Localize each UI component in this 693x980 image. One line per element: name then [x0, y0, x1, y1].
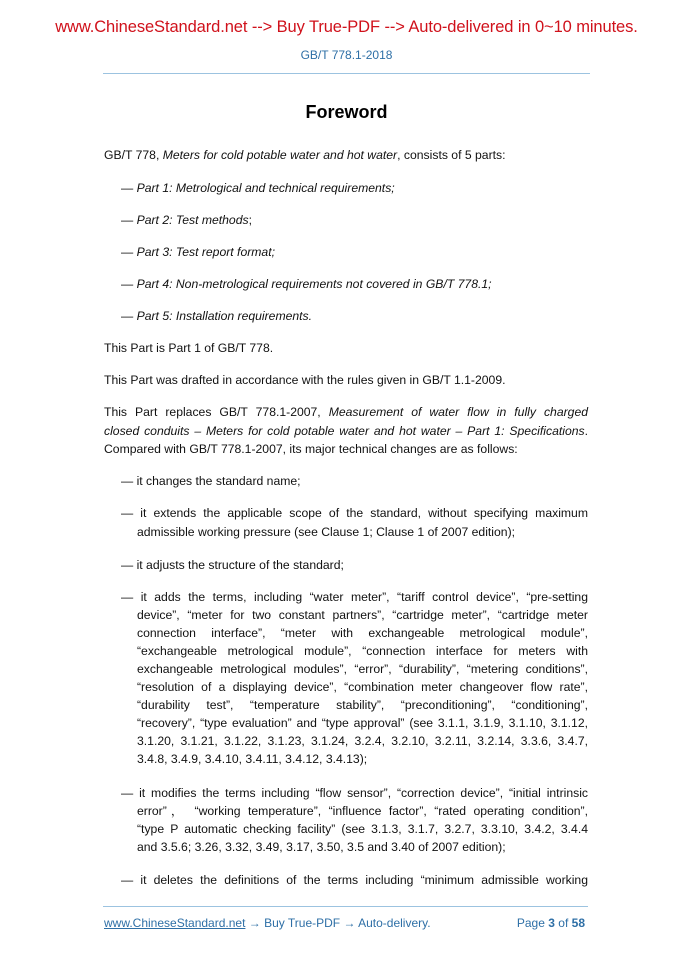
- part-text: Part 2: Test methods: [136, 213, 249, 227]
- change-line: it modifies the terms including “flow sensor”, “correction device”, “initial intrinsic: [139, 786, 589, 800]
- part-list-item: [121, 179, 588, 198]
- dash-bullet: —: [121, 277, 134, 291]
- change-item: [121, 472, 588, 491]
- dash-bullet: —: [121, 873, 134, 887]
- change-line: it changes the standard name;: [136, 474, 301, 488]
- part-text: Part 5: Installation requirements.: [136, 309, 313, 323]
- change-line: error”， “working temperature”, “influence factor”, “rated operating condition”,: [137, 804, 588, 818]
- change-line: 3.4.8, 3.4.9, 3.4.10, 3.4.11, 3.4.12, 3.4.13);: [137, 752, 368, 766]
- footer-divider: [103, 906, 588, 907]
- change-line: admissible working pressure (see Clause 1; Clause 1 of 2007 edition);: [137, 525, 516, 539]
- replaces-paragraph-line: Compared with GB/T 778.1-2007, its major technical changes are as follows:: [104, 442, 518, 456]
- part-trail: ;: [248, 213, 252, 227]
- dash-bullet: —: [121, 590, 134, 604]
- header-divider: [103, 73, 590, 74]
- intro-prefix: GB/T 778,: [104, 148, 163, 162]
- page-label: Page: [516, 916, 545, 930]
- change-line: exchangeable metrological modules”, “error”, “durability”, “metering conditions”,: [137, 662, 588, 676]
- dash-bullet: —: [121, 474, 134, 488]
- dash-bullet: —: [121, 309, 134, 323]
- replaces-paragraph-line: [104, 422, 588, 441]
- change-line: connection interface”, “meter with exchangeable metrological module”,: [137, 626, 588, 640]
- footer-promo: [104, 916, 431, 930]
- change-item: [121, 871, 588, 890]
- change-line: “recovery”, “type evaluation” and “type approval” (see 3.1.1, 3.1.9, 3.1.10, 3.1.12,: [137, 716, 588, 730]
- drafted-paragraph: This Part was drafted in accordance with the rules given in GB/T 1.1-2009.: [104, 373, 506, 387]
- page-title: Foreword: [305, 102, 388, 122]
- change-item: [121, 504, 588, 523]
- replaced-title-part: closed conduits – Meters for cold potable water and hot water – Part 1: Specifications: [104, 424, 585, 438]
- dash-bullet: —: [121, 245, 134, 259]
- dash-bullet: —: [121, 786, 134, 800]
- part-list-item: [121, 275, 588, 294]
- page-of: of: [558, 916, 569, 930]
- dash-bullet: —: [121, 213, 134, 227]
- footer-tagline: → Buy True-PDF → Auto-delivery.: [245, 916, 431, 930]
- replaces-prefix: This Part replaces GB/T 778.1-2007,: [104, 405, 329, 419]
- change-line: it adds the terms, including “water meter”, “tariff control device”, “pre-setting: [140, 590, 588, 604]
- standard-number-header: GB/T 778.1-2018: [300, 48, 393, 62]
- change-line: and 3.5.6; 3.26, 3.32, 3.49, 3.17, 3.50, 3.5 and 3.40 of 2007 edition);: [137, 840, 506, 854]
- page-indicator: [503, 916, 585, 930]
- part-list-item: [121, 243, 588, 262]
- series-title: Meters for cold potable water and hot water: [162, 148, 398, 162]
- change-line: “exchangeable metrological module”, “connection interface for meters with: [137, 644, 588, 658]
- change-line: “durability test”, “temperature stability”, “preconditioning”, “conditioning”,: [137, 698, 588, 712]
- part-list-item: [121, 307, 588, 326]
- change-item: [121, 588, 588, 607]
- part-text: Part 1: Metrological and technical requirements;: [136, 181, 395, 195]
- change-line: 3.1.20, 3.1.21, 3.1.22, 3.1.23, 3.1.24, 3.2.4, 3.2.10, 3.2.11, 3.2.14, 3.3.6, 3.4.7,: [137, 734, 588, 748]
- change-line: “type P automatic checking facility” (see 3.1.3, 3.1.7, 3.2.7, 3.3.10, 3.4.2, 3.4.4: [137, 822, 588, 836]
- change-item: [121, 784, 588, 803]
- replaces-suffix: .: [584, 424, 588, 438]
- promo-banner[interactable]: www.ChineseStandard.net --> Buy True-PDF --> Auto-delivered in 0~10 minutes.: [55, 18, 638, 36]
- part-text: Part 4: Non-metrological requirements not covered in GB/T 778.1;: [136, 277, 492, 291]
- dash-bullet: —: [121, 181, 134, 195]
- change-line: it deletes the definitions of the terms including “minimum admissible working: [140, 873, 588, 887]
- dash-bullet: —: [121, 506, 134, 520]
- replaced-title-part: Measurement of water flow in fully charged: [328, 405, 588, 419]
- change-item: [121, 556, 588, 575]
- part-of-paragraph: This Part is Part 1 of GB/T 778.: [104, 341, 274, 355]
- dash-bullet: —: [121, 558, 134, 572]
- page-current: 3: [548, 916, 555, 930]
- part-list-item: [121, 211, 588, 230]
- intro-paragraph: [104, 146, 588, 165]
- change-line: it extends the applicable scope of the standard, without specifying maximum: [140, 506, 588, 520]
- change-line: it adjusts the structure of the standard;: [136, 558, 344, 572]
- part-text: Part 3: Test report format;: [136, 245, 275, 259]
- change-line: device”, “meter for two constant partners”, “cartridge meter”, “cartridge meter: [137, 608, 588, 622]
- intro-suffix: , consists of 5 parts:: [397, 148, 506, 162]
- page-total: 58: [571, 916, 585, 930]
- replaces-paragraph-line: [104, 403, 588, 422]
- change-line: “resolution of a displaying device”, “combination meter changeover flow rate”,: [137, 680, 588, 694]
- footer-site-link[interactable]: www.ChineseStandard.net: [104, 916, 246, 930]
